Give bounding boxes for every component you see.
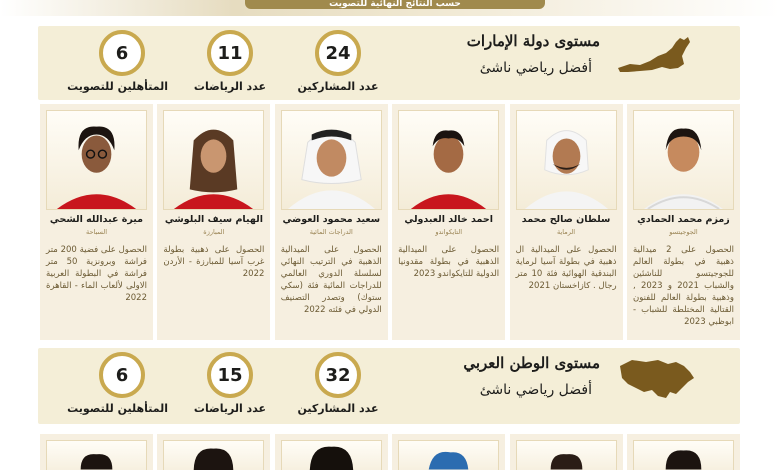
athlete-sport: السباحة [85, 228, 108, 236]
athlete-photo [633, 440, 734, 470]
athlete-achievement: الحصول على فضية 200 متر فراشة وبرونزية 50 متر فراشة في البطولة العربية الاولى لألعاب الماء - القاهرة 2022 [46, 245, 147, 303]
athlete-photo [633, 110, 734, 210]
stat-label: المتأهلين للتصويت [67, 402, 168, 415]
athlete-sport: الجوجيتسو [669, 228, 698, 236]
arab-level-title: مستوى الوطن العربي [463, 354, 600, 372]
stat-participants [292, 30, 384, 93]
athlete-photo [163, 110, 264, 210]
athlete-card[interactable] [275, 104, 388, 340]
uae-level-title: مستوى دولة الإمارات [466, 32, 600, 50]
athlete-name: زمزم محمد الحمادي [637, 214, 730, 225]
stat-ring: 6 [99, 30, 145, 76]
athlete-name: سلطان صالح محمد [521, 214, 611, 225]
athlete-card[interactable] [627, 104, 740, 340]
athlete-photo [281, 110, 382, 210]
athlete-photo [398, 110, 499, 210]
uae-map-icon [614, 34, 694, 74]
athlete-achievement: الحصول على الميدالية ال ذهبية في بطولة آسيا لرماية البندقية الهوائية فئة 10 متر رجال . كازاخستان 2021 [515, 245, 617, 291]
athlete-sport: الرماية [556, 228, 576, 236]
stat-qualified [67, 30, 168, 93]
stat-sports [184, 352, 276, 415]
uae-athlete-cards [40, 104, 740, 340]
athlete-sport: التايكواندو [435, 228, 462, 236]
arab-athlete-cards [40, 434, 740, 470]
athlete-card[interactable] [40, 434, 153, 470]
stat-ring: 6 [99, 352, 145, 398]
stat-label: عدد المشاركين [297, 80, 379, 93]
athlete-photo [281, 440, 382, 470]
athlete-achievement: الحصول على ذهبية بطولة غرب آسيا للمبارزة - الأردن 2022 [163, 245, 265, 279]
athlete-card[interactable] [392, 104, 505, 340]
athlete-card[interactable] [40, 104, 153, 340]
athlete-photo [398, 440, 499, 470]
athlete-name: سعيد محمود العوضي [282, 214, 381, 225]
athlete-name: ميرة عبدالله الشحي [49, 214, 144, 225]
athlete-name: احمد خالد العبدولي [404, 214, 494, 225]
stat-label: المتأهلين للتصويت [67, 80, 168, 93]
stat-ring: 11 [207, 30, 253, 76]
arab-level-band [38, 348, 740, 424]
arab-world-map-icon [618, 354, 696, 402]
athlete-sport: الدراجات المائية [309, 228, 353, 236]
athlete-photo [516, 440, 617, 470]
stat-ring: 24 [315, 30, 361, 76]
top-banner-text: حسب النتائج النهائية للتصويت [245, 0, 545, 9]
stat-label: عدد الرياضات [193, 402, 267, 415]
athlete-achievement: الحصول على 2 ميدالية ذهبية في بطولة العالم للجوجيتسو للناشئين والشباب 2021 و 2023 , وذهبية بطولة العالم للفنون القتالية المختلطة للشباب - ابوظبي 2023 [632, 245, 734, 327]
athlete-card[interactable] [275, 434, 388, 470]
stat-ring: 32 [315, 352, 361, 398]
uae-level-subtitle: أفضل رياضي ناشئ [479, 60, 592, 76]
athlete-name: الهيام سيف البلوشي [164, 214, 263, 225]
athlete-card[interactable] [157, 104, 270, 340]
stat-ring: 15 [207, 352, 253, 398]
athlete-card[interactable] [392, 434, 505, 470]
athlete-card[interactable] [627, 434, 740, 470]
stat-participants [292, 352, 384, 415]
athlete-photo [516, 110, 617, 210]
athlete-achievement: الحصول على الميدالية الذهبية في بطولة مقدونيا الدولية للتايكواندو 2023 [398, 245, 500, 279]
athlete-photo [163, 440, 264, 470]
top-banner [0, 0, 780, 16]
athlete-card[interactable] [157, 434, 270, 470]
stat-label: عدد الرياضات [193, 80, 267, 93]
uae-level-band [38, 26, 740, 100]
athlete-card[interactable] [510, 434, 623, 470]
athlete-photo [46, 440, 147, 470]
stat-label: عدد المشاركين [297, 402, 379, 415]
athlete-achievement: الحصول على الميدالية الذهبية في الترتيب النهائي لسلسلة الدوري العالمي للدراجات المائية فئة (سكي ستوك) وتصدر التصنيف الدولي في فئته 2022 [280, 245, 382, 315]
athlete-sport: المبارزة [203, 228, 225, 236]
athlete-photo [46, 110, 147, 210]
arab-level-subtitle: أفضل رياضي ناشئ [479, 382, 592, 398]
athlete-card[interactable] [510, 104, 623, 340]
stat-sports [184, 30, 276, 93]
stat-qualified [67, 352, 168, 415]
